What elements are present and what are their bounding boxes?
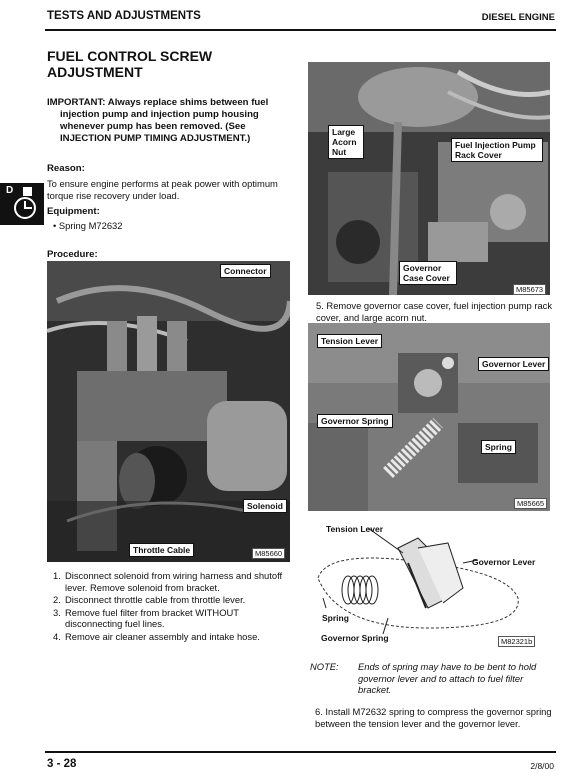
important-label: IMPORTANT: [47, 97, 106, 108]
section-tab [0, 183, 44, 225]
connector-callout: Connector [220, 264, 271, 278]
governor-spring-photo [308, 323, 550, 511]
governor-case-cover-callout: Governor Case Cover [399, 261, 457, 285]
procedure-label: Procedure: [47, 249, 98, 260]
diagram-governor-spring-label: Governor Spring [321, 633, 389, 643]
equipment-item: • Spring M72632 [53, 220, 123, 231]
solenoid-photo [47, 261, 290, 562]
important-notice [47, 97, 295, 145]
solenoid-callout: Solenoid [243, 499, 287, 513]
governor-case-photo [308, 62, 550, 295]
governor-lever-callout: Governor Lever [478, 357, 549, 371]
step-item: 3. Remove fuel filter from bracket WITHOUT disconnecting fuel lines. [53, 606, 239, 629]
header-rule [45, 29, 556, 31]
diagram-figure-code: M82321b [498, 636, 535, 647]
note-label: NOTE: [310, 661, 339, 672]
photo3-figure-code: M85665 [514, 498, 547, 509]
footer-rule [45, 751, 556, 753]
section-title: TESTS AND ADJUSTMENTS [47, 10, 201, 22]
page-title: FUEL CONTROL SCREW ADJUSTMENT [47, 48, 213, 80]
rack-cover-callout: Fuel Injection Pump Rack Cover [451, 138, 543, 162]
note-text: Ends of spring may have to be bent to hold governor lever and to attach to fuel filter bracket. [358, 661, 537, 695]
step-item: 4. Remove air cleaner assembly and intake hose. [53, 630, 260, 642]
reason-text: To ensure engine performs at peak power with optimum torque rise recovery under load. [47, 178, 278, 201]
photo2-figure-code: M85673 [513, 284, 546, 295]
important-body: injection pump and injection pump housing whenever pump has been removed. (See INJECTION PUMP TIMING ADJUSTMENT.) [60, 109, 259, 144]
section-tab-letter: D [6, 185, 14, 196]
steps-left-list [53, 570, 295, 643]
step-6: 6. Install M72632 spring to compress the governor spring between the tension lever and the governor lever. [315, 706, 552, 729]
diagram-tension-lever-label: Tension Lever [326, 524, 383, 534]
reason-label: Reason: [47, 163, 85, 174]
step-item: 1. Disconnect solenoid from wiring harness and shutoff lever. Remove solenoid from bracket. [53, 570, 283, 593]
throttle-cable-callout: Throttle Cable [129, 543, 194, 557]
engine-title: DIESEL ENGINE [481, 12, 555, 23]
step-item: 2. Disconnect throttle cable from throttle lever. [53, 594, 246, 605]
clock-hand-icon [25, 207, 32, 209]
note [310, 661, 555, 696]
diagram-governor-lever-label: Governor Lever [472, 557, 536, 567]
page-number: 3 - 28 [47, 758, 77, 770]
revision-date: 2/8/00 [530, 761, 554, 771]
important-lead: Always replace shims between fuel [107, 97, 269, 108]
step-5: 5. Remove governor case cover, fuel injection pump rack cover, and large acorn nut. [316, 300, 553, 323]
spring-callout: Spring [481, 440, 516, 454]
solenoid-photo-image [47, 261, 290, 562]
photo1-figure-code: M85660 [252, 548, 285, 559]
diagram-spring-label: Spring [322, 613, 349, 623]
acorn-nut-callout: Large Acorn Nut [328, 125, 364, 159]
tab-square-icon [23, 187, 32, 196]
governor-spring-callout: Governor Spring [317, 414, 393, 428]
equipment-label: Equipment: [47, 206, 100, 217]
tension-lever-callout: Tension Lever [317, 334, 382, 348]
spring-diagram [308, 518, 558, 653]
